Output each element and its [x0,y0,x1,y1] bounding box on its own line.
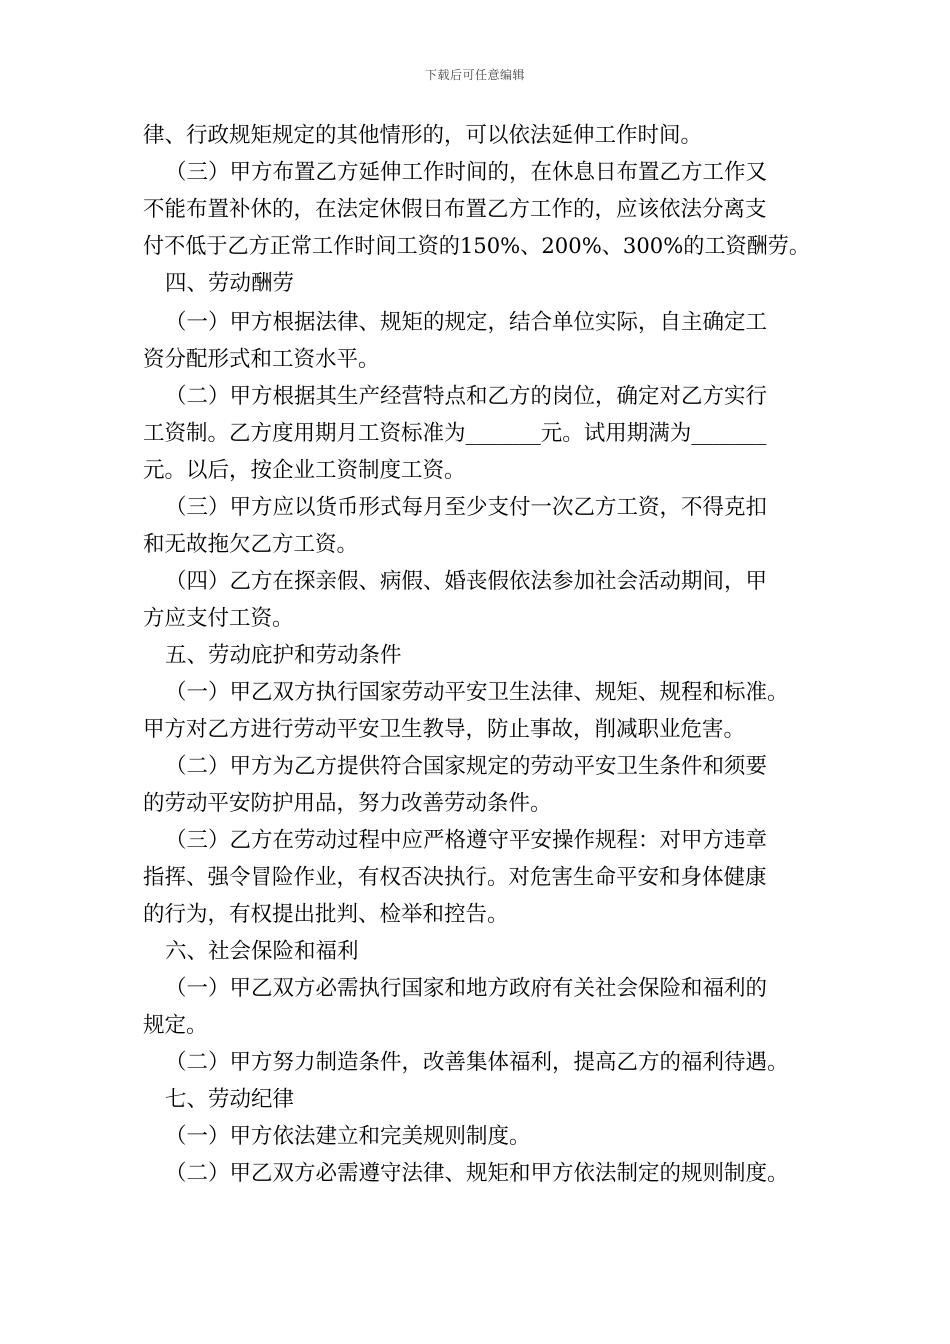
line-text: （三）乙方在劳动过程中应严格遵守平安操作规程：对甲方违章 [165,828,768,853]
text-line [165,569,950,595]
line-text: 指挥、强令冒险作业，有权否决执行。对危害生命平安和身体健康 [143,865,767,890]
line-text: 五、劳动庇护和劳动条件 [165,643,402,668]
text-line [165,828,950,854]
text-line [143,1013,950,1039]
line-text: 付不低于乙方正常工作时间工资的150%、200%、300%的工资酬劳。 [143,234,811,259]
line-text: 七、劳动纪律 [165,1087,295,1112]
line-text: 甲方对乙方进行劳动平安卫生教导，防止事故，削减职业危害。 [143,717,746,742]
line-text: 律、行政规矩规定的其他情形的，可以依法延伸工作时间。 [143,123,703,148]
line-text: （一）甲乙双方必需执行国家和地方政府有关社会保险和福利的 [165,976,768,1001]
text-line [165,976,950,1002]
line-text: 规定。 [143,1013,208,1038]
text-line [143,532,950,558]
line-text: （一）甲乙双方执行国家劳动平安卫生法律、规矩、规程和标准。 [165,680,789,705]
line-text: 的劳动平安防护用品，努力改善劳动条件。 [143,791,552,816]
text-line [165,310,950,336]
line-text: 的行为，有权提出批判、检举和控告。 [143,902,509,927]
section-heading [165,643,950,669]
line-text: 和无故拖欠乙方工资。 [143,532,359,557]
line-text: 方应支付工资。 [143,606,294,631]
section-heading [165,271,950,297]
text-line [165,754,950,780]
text-line [143,234,950,260]
text-line [165,1161,950,1187]
section-heading [165,939,950,965]
line-text: 元。以后，按企业工资制度工资。 [143,458,466,483]
text-line [165,1050,950,1076]
line-text: （二）甲乙双方必需遵守法律、规矩和甲方依法制定的规则制度。 [165,1161,789,1186]
line-text: 四、劳动酬劳 [165,271,295,296]
line-text: （四）乙方在探亲假、病假、婚丧假依法参加社会活动期间，甲 [165,569,768,594]
text-line [143,123,950,149]
text-line [143,717,950,743]
line-text: 工资制。乙方度用期月工资标准为_______元。试用期满为_______ [143,421,767,446]
line-text: （三）甲方布置乙方延伸工作时间的，在休息日布置乙方工作又 [165,160,768,185]
line-text: （一）甲方根据法律、规矩的规定，结合单位实际，自主确定工 [165,310,768,335]
text-line [143,347,950,373]
line-text: （二）甲方努力制造条件，改善集体福利，提高乙方的福利待遇。 [165,1050,789,1075]
text-line [165,160,950,186]
section-heading [165,1087,950,1113]
text-line [165,495,950,521]
text-line [165,1124,950,1150]
text-line [165,680,950,706]
line-text: （一）甲方依法建立和完美规则制度。 [165,1124,531,1149]
line-text: （三）甲方应以货币形式每月至少支付一次乙方工资，不得克扣 [165,495,768,520]
text-line [143,902,950,928]
text-line [143,791,950,817]
line-text: 六、社会保险和福利 [165,939,359,964]
text-line [143,606,950,632]
line-text: 不能布置补休的，在法定休假日布置乙方工作的，应该依法分离支 [143,197,767,222]
line-text: 资分配形式和工资水平。 [143,347,380,372]
text-line [143,197,950,223]
text-line [143,458,950,484]
line-text: （二）甲方为乙方提供符合国家规定的劳动平安卫生条件和须要 [165,754,768,779]
text-line [143,421,950,447]
page-header: 下载后可任意编辑 [424,68,525,82]
line-text: （二）甲方根据其生产经营特点和乙方的岗位，确定对乙方实行 [165,384,768,409]
text-line [143,865,950,891]
text-line [165,384,950,410]
